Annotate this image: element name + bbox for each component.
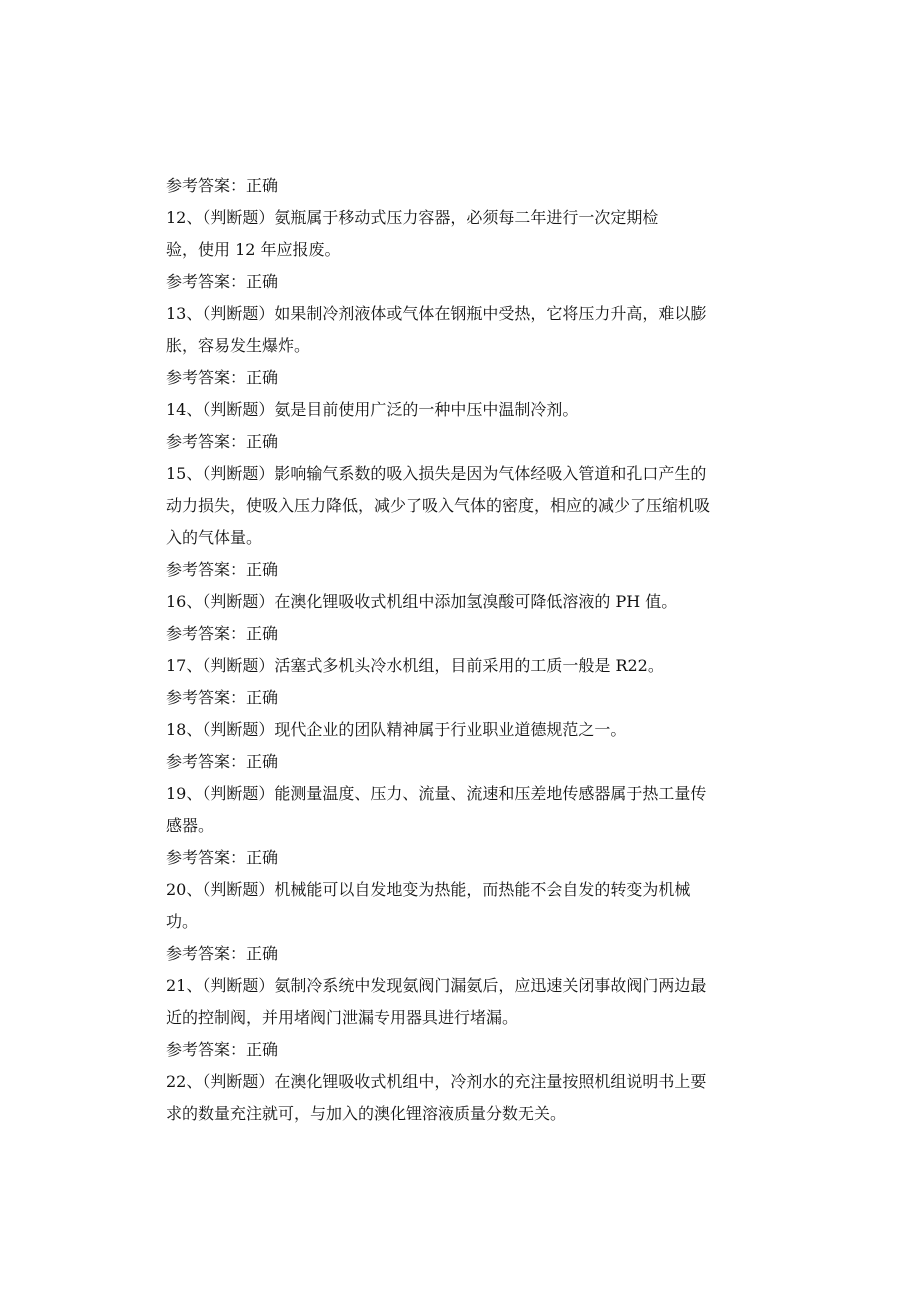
question-line: 22、（判断题）在澳化锂吸收式机组中，冷剂水的充注量按照机组说明书上要 bbox=[166, 1072, 707, 1091]
answer-line: 参考答案：正确 bbox=[166, 848, 279, 867]
answer-line: 参考答案：正确 bbox=[166, 432, 279, 451]
question-line: 入的气体量。 bbox=[166, 528, 263, 547]
answer-line: 参考答案：正确 bbox=[166, 176, 279, 195]
answer-line: 参考答案：正确 bbox=[166, 752, 279, 771]
answer-line: 参考答案：正确 bbox=[166, 272, 279, 291]
answer-line: 参考答案：正确 bbox=[166, 1040, 279, 1059]
document-body bbox=[166, 170, 754, 1130]
question-line: 21、（判断题）氨制冷系统中发现氨阀门漏氨后，应迅速关闭事故阀门两边最 bbox=[166, 976, 707, 995]
question-line: 感器。 bbox=[166, 816, 215, 835]
answer-line: 参考答案：正确 bbox=[166, 688, 279, 707]
question-line: 求的数量充注就可，与加入的澳化锂溶液质量分数无关。 bbox=[166, 1104, 567, 1123]
question-line: 16、（判断题）在澳化锂吸收式机组中添加氢溴酸可降低溶液的 PH 值。 bbox=[166, 592, 678, 611]
answer-line: 参考答案：正确 bbox=[166, 624, 279, 643]
answer-line: 参考答案：正确 bbox=[166, 560, 279, 579]
question-line: 14、（判断题）氨是目前使用广泛的一种中压中温制冷剂。 bbox=[166, 400, 579, 419]
answer-line: 参考答案：正确 bbox=[166, 368, 279, 387]
question-line: 20、（判断题）机械能可以自发地变为热能，而热能不会自发的转变为机械 bbox=[166, 880, 691, 899]
question-line: 15、（判断题）影响输气系数的吸入损失是因为气体经吸入管道和孔口产生的 bbox=[166, 464, 707, 483]
question-line: 17、（判断题）活塞式多机头冷水机组，目前采用的工质一般是 R22。 bbox=[166, 656, 664, 675]
question-line: 动力损失，使吸入压力降低，减少了吸入气体的密度，相应的减少了压缩机吸 bbox=[166, 496, 711, 515]
question-line: 12、（判断题）氨瓶属于移动式压力容器，必须每二年进行一次定期检 bbox=[166, 208, 659, 227]
question-line: 19、（判断题）能测量温度、压力、流量、流速和压差地传感器属于热工量传 bbox=[166, 784, 707, 803]
answer-line: 参考答案：正确 bbox=[166, 944, 279, 963]
question-line: 18、（判断题）现代企业的团队精神属于行业职业道德规范之一。 bbox=[166, 720, 627, 739]
question-line: 验，使用 12 年应报废。 bbox=[166, 240, 341, 259]
question-line: 13、（判断题）如果制冷剂液体或气体在钢瓶中受热，它将压力升高，难以膨 bbox=[166, 304, 707, 323]
question-line: 胀，容易发生爆炸。 bbox=[166, 336, 311, 355]
question-line: 近的控制阀，并用堵阀门泄漏专用器具进行堵漏。 bbox=[166, 1008, 519, 1027]
question-line: 功。 bbox=[166, 912, 199, 931]
